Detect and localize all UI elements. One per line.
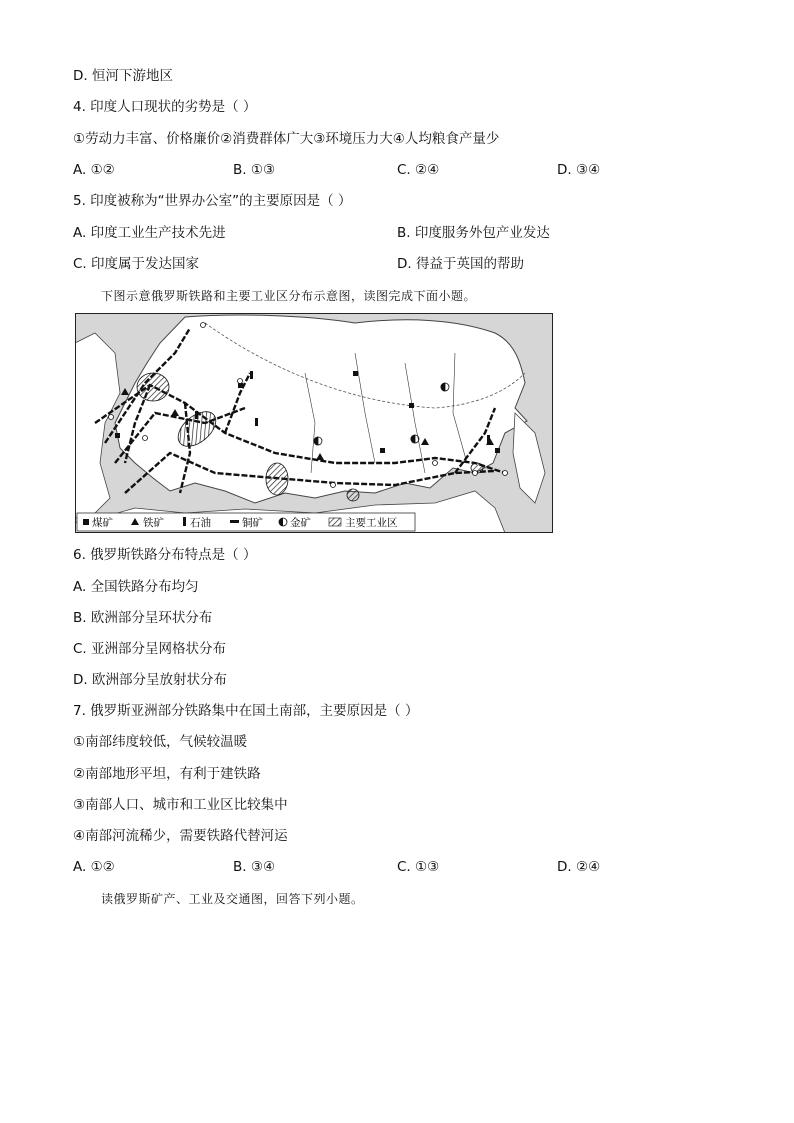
q7-statement-3: ③南部人口、城市和工业区比较集中 bbox=[73, 797, 288, 813]
q5-option-c: C. 印度属于发达国家 bbox=[73, 256, 200, 272]
map-intro: 下图示意俄罗斯铁路和主要工业区分布示意图，读图完成下面小题。 bbox=[101, 289, 477, 303]
copper-icon bbox=[230, 520, 239, 523]
question-4-stem: ①劳动力丰富、价格廉价②消费群体广大③环境压力大④人均粮食产量少 bbox=[73, 131, 500, 147]
q4-option-d: D. ③④ bbox=[557, 162, 601, 178]
question-6: 6. 俄罗斯铁路分布特点是（ ） bbox=[73, 547, 257, 563]
q7-option-a: A. ①② bbox=[73, 859, 115, 875]
question-4: 4. 印度人口现状的劣势是（ ） bbox=[73, 99, 257, 115]
question-5: 5. 印度被称为“世界办公室”的主要原因是（ ） bbox=[73, 193, 352, 209]
q5-option-d: D. 得益于英国的帮助 bbox=[397, 256, 524, 272]
q5-option-a: A. 印度工业生产技术先进 bbox=[73, 225, 226, 241]
q6-option-d: D. 欧洲部分呈放射状分布 bbox=[73, 672, 227, 688]
q7-statement-2: ②南部地形平坦，有利于建铁路 bbox=[73, 766, 261, 782]
q7-option-d: D. ②④ bbox=[557, 859, 601, 875]
q7-statement-4: ④南部河流稀少，需要铁路代替河运 bbox=[73, 828, 288, 844]
coal-icon bbox=[83, 519, 89, 525]
next-intro: 读俄罗斯矿产、工业及交通图，回答下列小题。 bbox=[101, 892, 364, 906]
legend-oil: 石油 bbox=[190, 517, 211, 529]
q4-option-b: B. ①③ bbox=[233, 162, 276, 178]
q7-option-b: B. ③④ bbox=[233, 859, 276, 875]
question-7: 7. 俄罗斯亚洲部分铁路集中在国土南部，主要原因是（ ） bbox=[73, 703, 419, 719]
legend-copper: 铜矿 bbox=[242, 517, 263, 529]
option-d-previous: D. 恒河下游地区 bbox=[73, 68, 173, 84]
q7-statement-1: ①南部纬度较低，气候较温暖 bbox=[73, 734, 248, 750]
map-legend bbox=[77, 513, 415, 531]
q6-option-c: C. 亚洲部分呈网格状分布 bbox=[73, 641, 227, 657]
q4-option-c: C. ②④ bbox=[397, 162, 440, 178]
legend-industrial: 主要工业区 bbox=[345, 517, 398, 529]
legend-iron: 铁矿 bbox=[143, 517, 164, 529]
industrial-area-icon bbox=[329, 518, 341, 526]
q5-option-b: B. 印度服务外包产业发达 bbox=[397, 225, 550, 241]
legend-gold: 金矿 bbox=[290, 517, 311, 529]
q6-option-b: B. 欧洲部分呈环状分布 bbox=[73, 610, 213, 626]
q6-option-a: A. 全国铁路分布均匀 bbox=[73, 579, 199, 595]
russia-railway-map bbox=[75, 313, 553, 533]
oil-icon bbox=[183, 517, 186, 526]
q4-option-a: A. ①② bbox=[73, 162, 115, 178]
q7-option-c: C. ①③ bbox=[397, 859, 440, 875]
legend-coal: 煤矿 bbox=[92, 517, 113, 529]
